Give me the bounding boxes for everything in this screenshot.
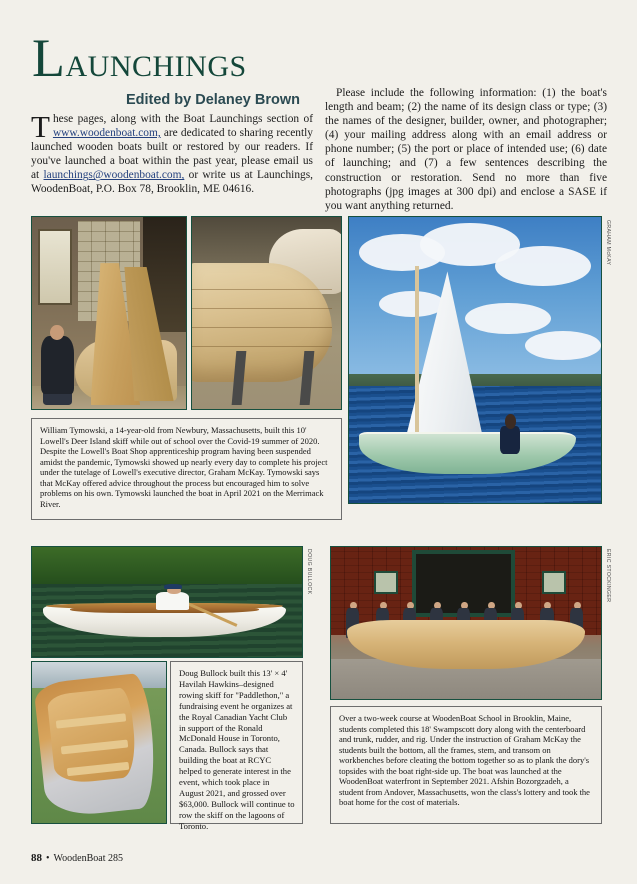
building-window-right (542, 571, 566, 594)
sailor-torso (500, 426, 520, 455)
rower-torso (156, 592, 188, 610)
hull-plank-line (191, 308, 332, 309)
intro-dropcap: T (31, 109, 50, 144)
page-footer (31, 852, 123, 864)
sailor-head (505, 414, 516, 428)
page-title-rest: aunchings (65, 39, 247, 86)
photo-shop-interior (31, 216, 187, 410)
footer-publication: WoodenBoat 285 (53, 853, 123, 864)
cloud (379, 291, 445, 317)
hull-plank-line (191, 289, 332, 290)
mast (415, 266, 419, 449)
cloud (465, 303, 551, 334)
photo-hull-upside-down (191, 216, 342, 410)
masthead (32, 28, 332, 108)
photo-skiff-on-grass (31, 661, 167, 824)
credit-doug-bullock: DOUG BULLOCK (306, 549, 312, 595)
intro-text-part2: are dedicated to sharing recently launched wooden boats built or restored by our readers. If you've launched a boat within the past year, please email us at (31, 127, 313, 182)
intro-text-part3: or write us at Launchings, WoodenBoat, P.O. Box 78, Brooklin, ME 04616. (31, 169, 313, 196)
byline: Edited by Delaney Brown (125, 92, 300, 108)
photo-sailing-skiff (348, 216, 602, 504)
hull-plank-line (191, 346, 332, 347)
caption-woodenboat-school: Over a two-week course at WoodenBoat School in Brooklin, Maine, students completed this 18' Swampscott dory along with the centerboard and trunk, rudder, and rig. Under the instruction of Graham McKay the students built the bottom, all the frames, stem, and transom on workbenches before cleating the bottom together so as to plank the dory's topsides with the boat right-side up. The boat was launched at the WoodenBoat waterfront in September 2021. Afshin Bozorgzadeh, a student from Andover, Massachusetts, won the class's lottery and took the boat home for the cost of materials. (330, 706, 602, 824)
hull-plank-line (191, 327, 332, 328)
builder-torso (41, 336, 73, 394)
launchings-email-link[interactable]: launchings@woodenboat.com, (43, 169, 185, 182)
caption-bullock: Doug Bullock built this 13' × 4' Havilah Hawkins–designed rowing skiff for "Paddlethon," a fundraising event he organizes at the Royal Canadian Yacht Club in support of the Ronald McDonald House in Toronto, Canada. Bullock says that building the boat at RCYC helped to generate interest in the event, which took place in August 2021, and grossed over $63,000. Bullock will continue to row the skiff on the lagoons of Toronto. (170, 661, 303, 824)
footer-separator: • (46, 853, 50, 864)
riverbank-trees (32, 547, 302, 584)
intro-column-left (31, 109, 313, 197)
page-title-initial: L (32, 28, 66, 88)
cloud (525, 331, 601, 360)
rower-cap (164, 584, 182, 588)
caption-tymowski: William Tymowski, a 14-year-old from Newbury, Massachusetts, built this 10' Lowell's Deer Island skiff while out of school over the Covid-19 summer of 2020. Despite the Lowell's Boat Shop apprenticeship program having been suspended amidst the pandemic, Tymowski showed up nearly every day to complete his project under the tutelage of Lowell's executive director, Graham McKay. Tymowski says that McKay offered advice throughout the process but encouraged him to solve problems on his own. Tymowski launched the boat in April 2021 on the Merrimack River. (31, 418, 342, 520)
intro-text-part1: hese pages, along with the Boat Launchings section of (52, 113, 313, 125)
building-window-left (374, 571, 398, 594)
photo-group-dory (330, 546, 602, 700)
shop-window (38, 229, 72, 306)
photo-rowing-skiff (31, 546, 303, 658)
credit-eric-stockinger: ERIC STOCKINGER (605, 549, 611, 603)
page-title (32, 28, 332, 88)
intro-column-right: Please include the following information: (1) the boat's length and beam; (2) the name of its design class or type; (3) the names of the designer, builder, owner, and photographer; (4) your mailing address along with an email address or phone number; (5) the port or place of intended use; (6) date of launching; and (7) a few sentences describing the construction or restoration. Send no more than five photographs (jpg images at 300 dpi) and enclose a SASE if you want anything returned. (325, 87, 607, 212)
woodenboat-website-link[interactable]: www.woodenboat.com, (52, 127, 161, 140)
cloud (495, 246, 591, 286)
footer-page-number: 88 (31, 852, 42, 864)
credit-graham-mckay: GRAHAM McKAY (605, 220, 611, 266)
